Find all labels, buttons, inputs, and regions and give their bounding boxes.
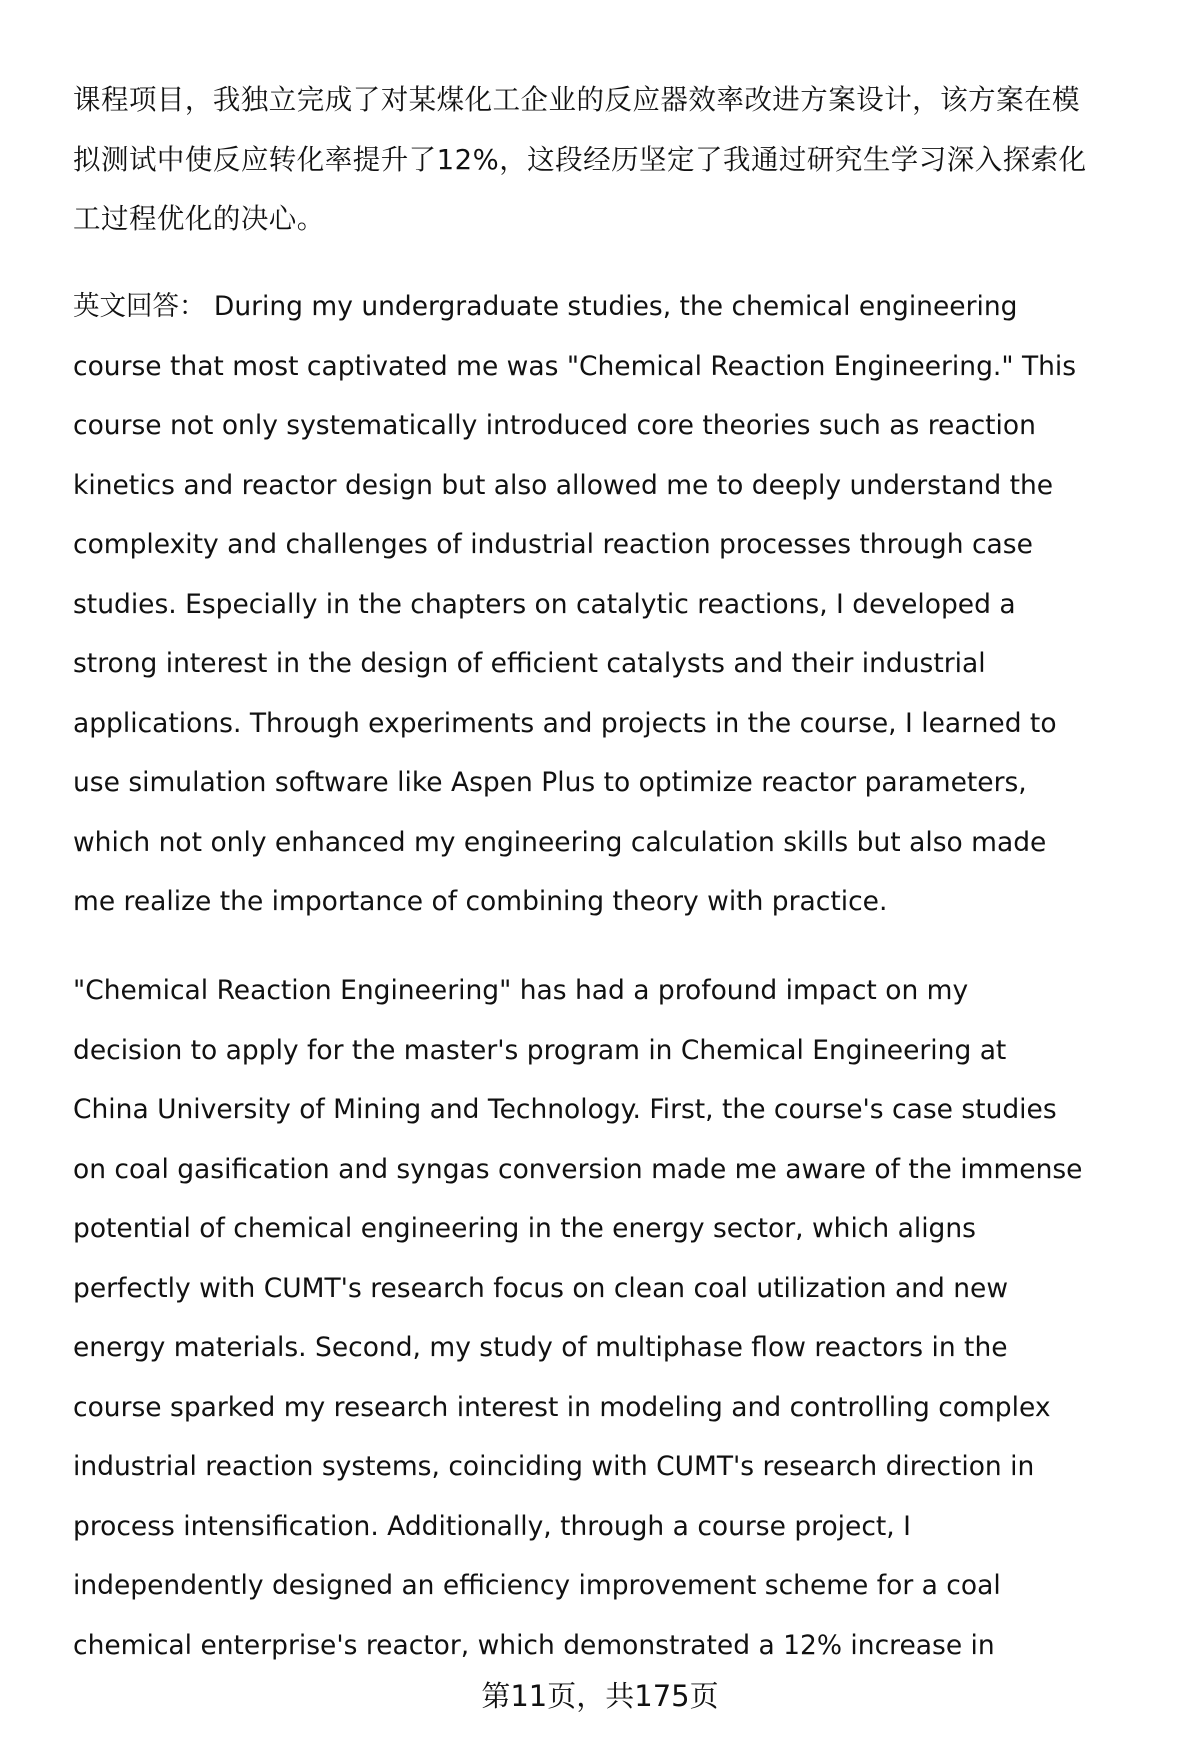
text-line: 课程项目，我独立完成了对某煤化工企业的反应器效率改进方案设计，该方案在模	[73, 83, 1081, 116]
text-line: China University of Mining and Technology. First, the course's case studies	[73, 1094, 1057, 1125]
text-line: course that most captivated me was "Chemical Reaction Engineering." This	[73, 350, 1077, 382]
text-line: independently designed an efficiency improvement scheme for a coal	[73, 1570, 1001, 1601]
page-number: 第11页，共175页	[481, 1679, 719, 1713]
text-line: chemical enterprise's reactor, which demonstrated a 12% increase in	[73, 1629, 995, 1661]
text-line: energy materials. Second, my study of multiphase flow reactors in the	[73, 1332, 1008, 1363]
text-line: applications. Through experiments and projects in the course, I learned to	[73, 707, 1057, 739]
text-line: kinetics and reactor design but also allowed me to deeply understand the	[73, 469, 1054, 501]
text-line: which not only enhanced my engineering calculation skills but also made	[73, 826, 1047, 858]
text-line: process intensification. Additionally, through a course project, I	[73, 1510, 911, 1542]
text-line: complexity and challenges of industrial reaction processes through case	[73, 529, 1033, 560]
paragraph-english-answer	[73, 277, 1153, 932]
text-line: 工过程优化的决心。	[73, 202, 325, 235]
text-line: course not only systematically introduced core theories such as reaction	[73, 410, 1036, 441]
text-line: course sparked my research interest in modeling and controlling complex	[73, 1391, 1051, 1423]
text-line: studies. Especially in the chapters on catalytic reactions, I developed a	[73, 588, 1016, 620]
text-line: potential of chemical engineering in the energy sector, which aligns	[73, 1213, 976, 1244]
paragraph-english-impact	[73, 961, 1153, 1675]
paragraph-chinese-conclusion	[73, 70, 1153, 249]
text-line: industrial reaction systems, coinciding with CUMT's research direction in	[73, 1451, 1035, 1482]
text-line: 英文回答： During my undergraduate studies, the chemical engineering	[73, 291, 1018, 322]
text-line: strong interest in the design of efficient catalysts and their industrial	[73, 648, 986, 679]
text-line: perfectly with CUMT's research focus on clean coal utilization and new	[73, 1272, 1008, 1304]
text-line: 拟测试中使反应转化率提升了12%，这段经历坚定了我通过研究生学习深入探索化	[73, 142, 1087, 176]
text-line: "Chemical Reaction Engineering" has had a profound impact on my	[73, 975, 969, 1006]
text-line: use simulation software like Aspen Plus to optimize reactor parameters,	[73, 767, 1027, 798]
text-line: me realize the importance of combining theory with practice.	[73, 886, 888, 917]
text-line: on coal gasification and syngas conversion made me aware of the immense	[73, 1153, 1083, 1185]
text-line: decision to apply for the master's program in Chemical Engineering at	[73, 1034, 1007, 1066]
